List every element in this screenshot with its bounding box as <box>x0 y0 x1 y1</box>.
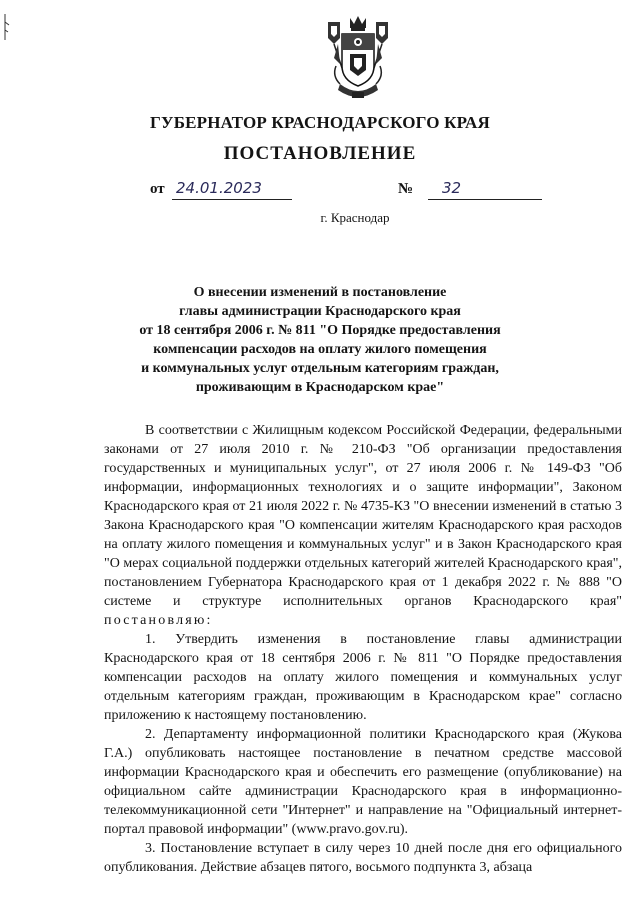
title-line: и коммунальных услуг отдельным категориям граждан, <box>141 361 499 376</box>
document-type-heading: ПОСТАНОВЛЕНИЕ <box>223 143 417 164</box>
margin-binding-mark <box>3 14 11 40</box>
item-2-paragraph: 2. Департаменту информационной политики Краснодарского края (Жукова Г.А.) опубликовать настоящее постановление в печатном средстве массовой информации Краснодарского края и обеспечить его размещение (опубликование) на официальном сайте администрации Краснодарского края в информационно-телекоммуникационной сети "Интернет" и направление на "Официальный интернет-портал правовой информации" (www.pravo.gov.ru). <box>104 727 622 837</box>
item-3-paragraph: 3. Постановление вступает в силу через 10 дней после дня его официального опубликования. Действие абзацев пятого, восьмого подпункта 3, абзаца <box>104 841 622 875</box>
title-line: главы администрации Краснодарского края <box>179 304 461 319</box>
document-title <box>100 283 540 397</box>
item-1-paragraph: 1. Утвердить изменения в постановление главы администрации Краснодарского края от 18 сентября 2006 г. № 811 "О Порядке предоставления компенсации расходов на оплату жилого помещения и коммунальных услуг отдельным категориям граждан, проживающим в Краснодарском крае" согласно приложению к настоящему постановлению. <box>104 632 622 723</box>
title-line: О внесении изменений в постановление <box>193 285 447 300</box>
title-line: от 18 сентября 2006 г. № 811 "О Порядке предоставления <box>139 323 501 338</box>
date-prefix-label: от <box>150 181 165 197</box>
number-sign-label: № <box>398 181 414 197</box>
coat-of-arms-emblem <box>322 14 394 102</box>
issue-city: г. Краснодар <box>320 210 390 225</box>
document-body <box>104 421 622 877</box>
date-number-row <box>150 180 600 204</box>
resolve-word: постановляю: <box>104 613 213 628</box>
title-line: компенсации расходов на оплату жилого помещения <box>153 342 487 357</box>
issuing-authority: ГУБЕРНАТОР КРАСНОДАРСКОГО КРАЯ <box>150 113 490 132</box>
title-line: проживающим в Краснодарском крае" <box>195 380 445 395</box>
document-date-field: 24.01.2023 <box>172 179 292 200</box>
preamble-text: В соответствии с Жилищным кодексом Российской Федерации, федеральными законами от 27 июля 2010 г. № 210-ФЗ "Об организации предоставления государственных и муниципальных услуг", от 27 июля 2006 г. № 149-ФЗ "Об информации, информационных технологиях и о защите информации", Законом Краснодарского края от 21 июля 2022 г. № 4735-КЗ "О внесении изменений в статью 3 Закона Краснодарского края "О компенсации жителям Краснодарского края расходов на оплату жилого помещения и коммунальных услуг" и в Закон Краснодарского края "О мерах социальной поддержки отдельных категорий жителей Краснодарского края", постановлением Губернатора Краснодарского края от 1 декабря 2022 г. № 888 "О системе и структуре исполнительных органов Краснодарского края" <box>104 423 622 609</box>
preamble-paragraph <box>104 421 622 630</box>
document-number-field: 32 <box>428 179 542 200</box>
